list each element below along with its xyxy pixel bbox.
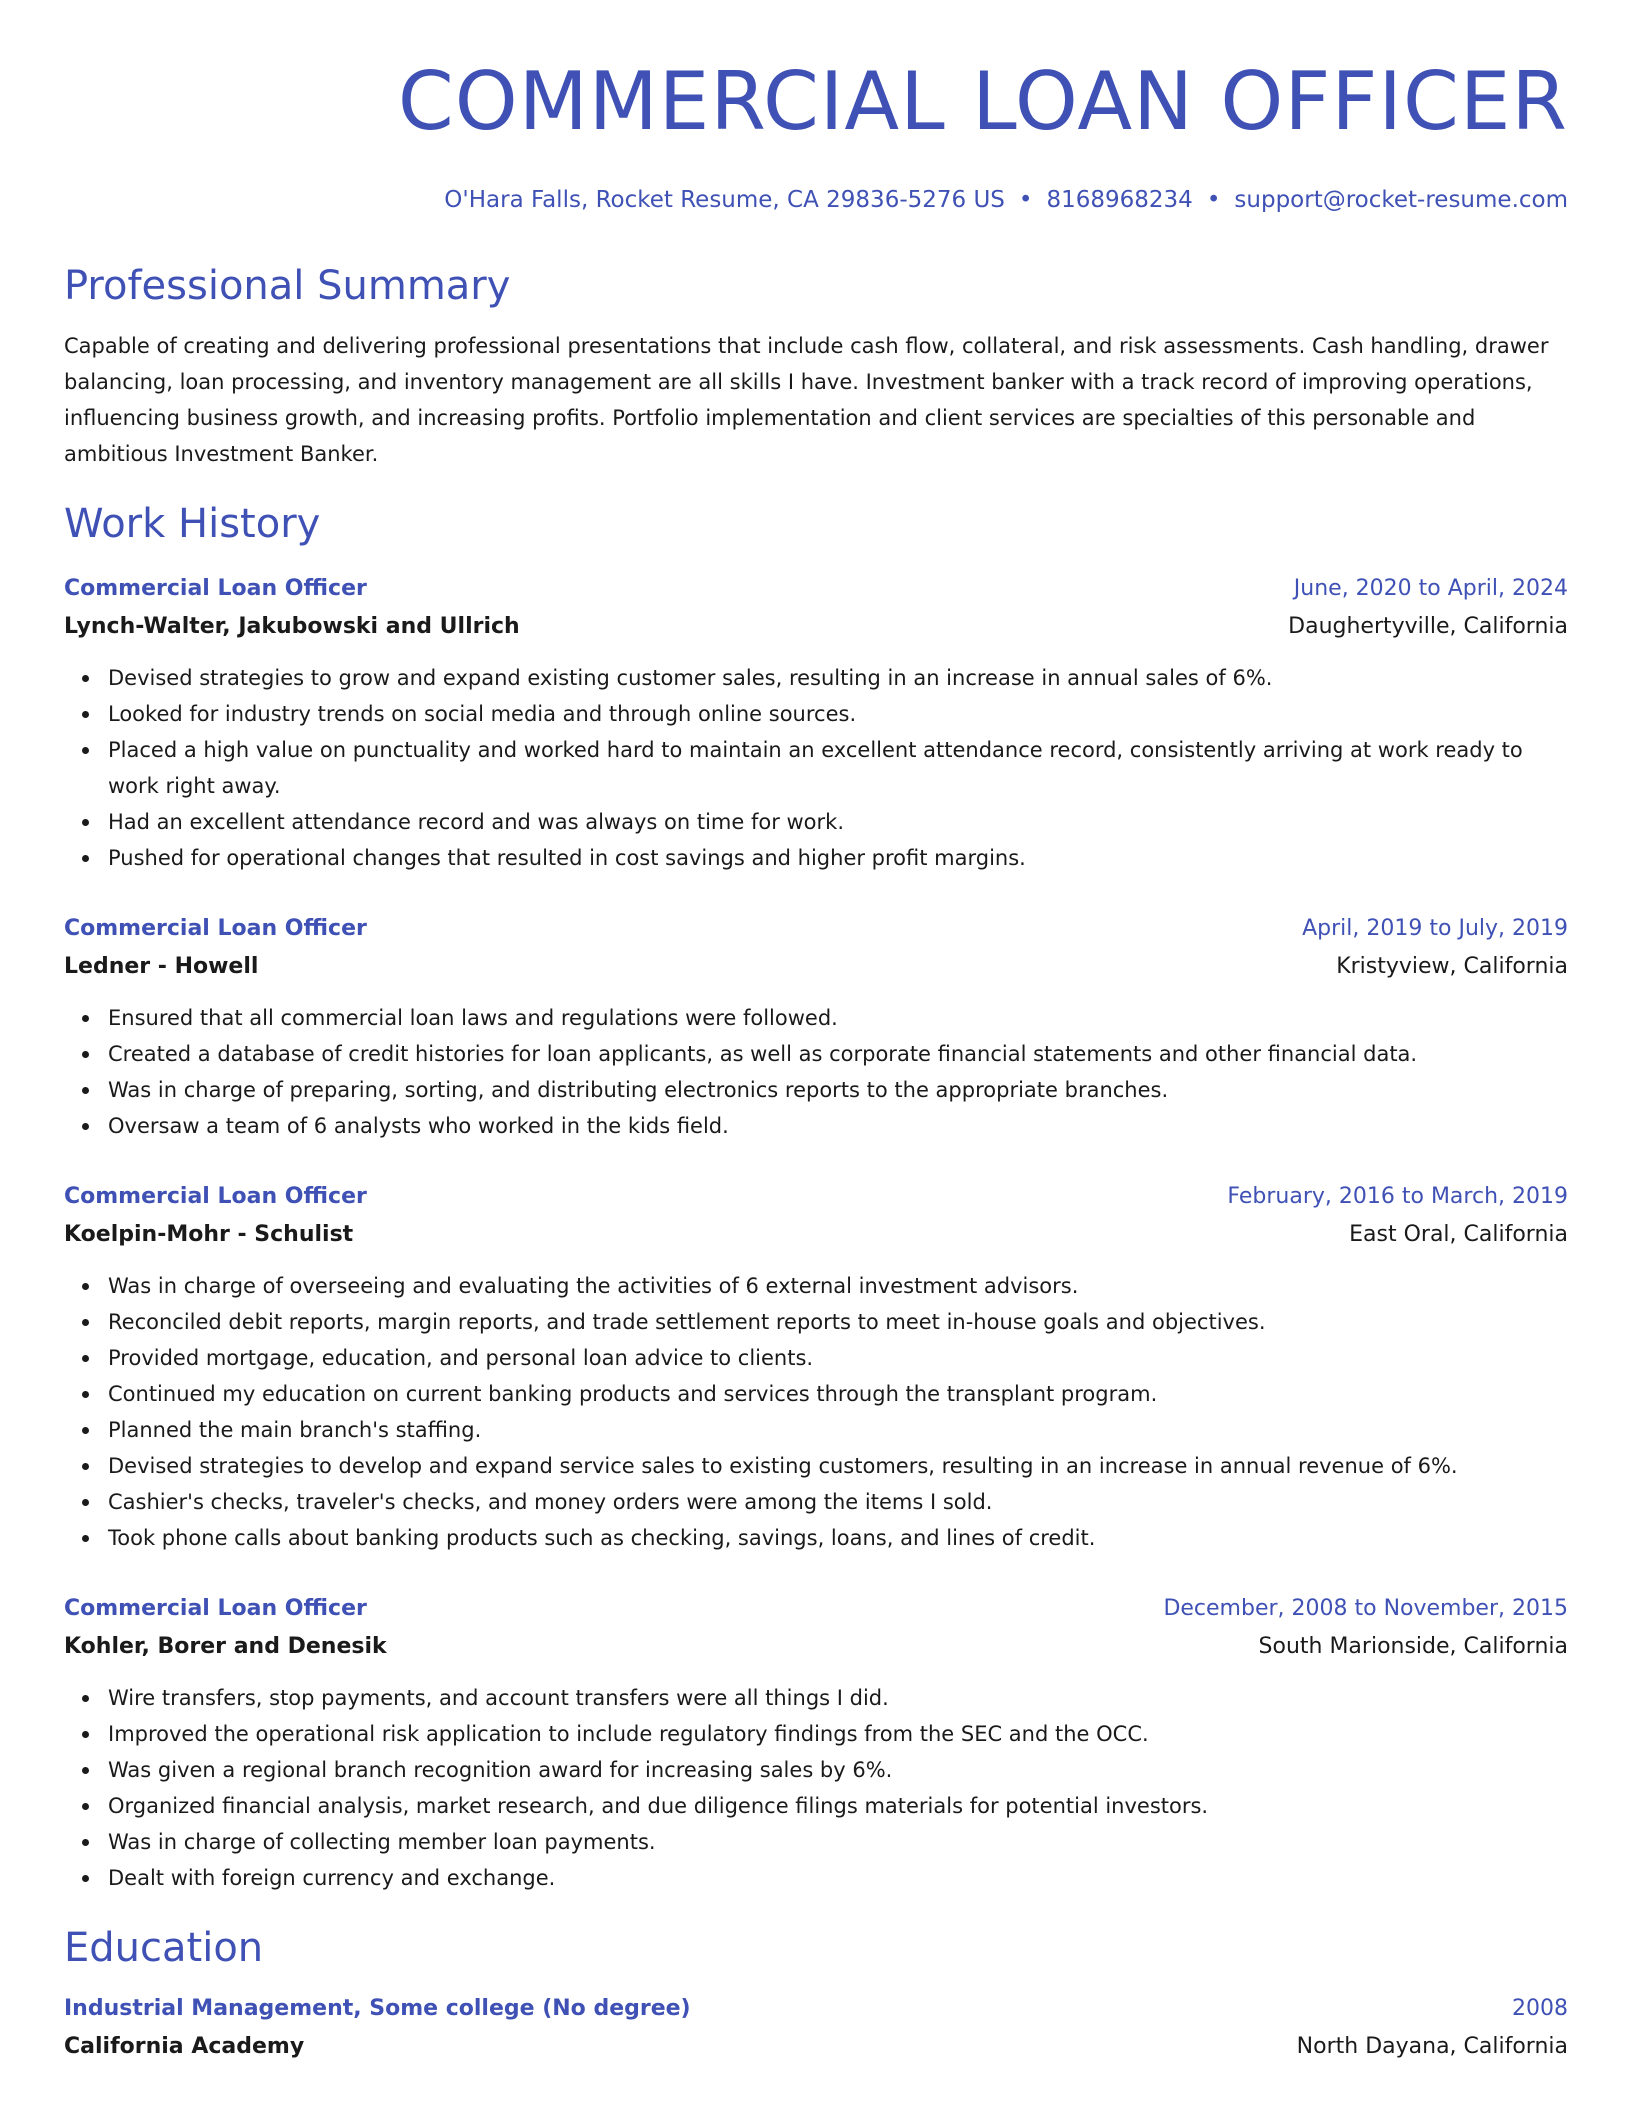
contact-email: support@rocket-resume.com [1234,187,1568,213]
job-bullets [64,660,1568,876]
job-bullet: Was in charge of collecting member loan payments. [108,1824,1568,1860]
job-location: East Oral, California [1349,1222,1568,1247]
job-company: Lynch-Walter, Jakubowski and Ullrich [64,614,520,639]
education-degree: Industrial Management, Some college (No degree) [64,1996,691,2021]
job-bullet: Organized financial analysis, market research, and due diligence filings materials for potential investors. [108,1788,1568,1824]
job-dates: June, 2020 to April, 2024 [1293,576,1568,601]
job-bullet: Pushed for operational changes that resulted in cost savings and higher profit margins. [108,840,1568,876]
job-bullet: Oversaw a team of 6 analysts who worked in the kids field. [108,1108,1568,1144]
job-bullet: Reconciled debit reports, margin reports, and trade settlement reports to meet in-house goals and objectives. [108,1304,1568,1340]
contact-separator: • [1018,187,1033,213]
job-location: South Marionside, California [1258,1634,1568,1659]
job-bullet: Took phone calls about banking products such as checking, savings, loans, and lines of credit. [108,1520,1568,1556]
contact-address: O'Hara Falls, Rocket Resume, CA 29836-5276 US [444,187,1005,213]
job-bullet: Continued my education on current banking products and services through the transplant program. [108,1376,1568,1412]
job-dates: February, 2016 to March, 2019 [1227,1184,1568,1209]
job-bullet: Placed a high value on punctuality and worked hard to maintain an excellent attendance record, consistently arriving at work ready to work right away. [108,732,1568,804]
resume-name: COMMERCIAL LOAN OFFICER [397,55,1568,148]
job-title: Commercial Loan Officer [64,1596,367,1621]
job-bullet: Created a database of credit histories for loan applicants, as well as corporate financial statements and other financial data. [108,1036,1568,1072]
job-company: Kohler, Borer and Denesik [64,1634,387,1659]
job-location: Daughertyville, California [1288,614,1568,639]
job-bullet: Provided mortgage, education, and personal loan advice to clients. [108,1340,1568,1376]
job-bullet: Wire transfers, stop payments, and account transfers were all things I did. [108,1680,1568,1716]
job-title: Commercial Loan Officer [64,916,367,941]
job-entry [64,1590,1568,1896]
education-year: 2008 [1512,1996,1568,2021]
job-bullet: Dealt with foreign currency and exchange. [108,1860,1568,1896]
job-location: Kristyview, California [1336,954,1568,979]
job-bullets [64,1268,1568,1556]
job-title: Commercial Loan Officer [64,576,367,601]
education-heading: Education [64,1925,264,1971]
job-bullet: Looked for industry trends on social media and through online sources. [108,696,1568,732]
job-title: Commercial Loan Officer [64,1184,367,1209]
summary-text: Capable of creating and delivering professional presentations that include cash flow, collateral, and risk assessments. Cash handling, drawer balancing, loan processing, and inventory management are all skills I have. Investment banker with a track record of improving operations, influencing business growth, and increasing profits. Portfolio implementation and client services are specialties of this personable and ambitious Investment Banker. [64,334,1549,466]
job-bullet: Had an excellent attendance record and was always on time for work. [108,804,1568,840]
contact-line [64,184,1568,216]
job-bullets [64,1000,1568,1144]
work-history-heading: Work History [64,501,321,547]
job-bullet: Improved the operational risk application to include regulatory findings from the SEC and the OCC. [108,1716,1568,1752]
contact-separator: • [1206,187,1221,213]
job-bullet: Ensured that all commercial loan laws and regulations were followed. [108,1000,1568,1036]
summary-heading: Professional Summary [64,263,511,309]
job-entry [64,570,1568,876]
job-bullet: Planned the main branch's staffing. [108,1412,1568,1448]
job-dates: April, 2019 to July, 2019 [1302,916,1568,941]
education-location: North Dayana, California [1296,2034,1568,2059]
job-bullet: Was in charge of preparing, sorting, and distributing electronics reports to the appropriate branches. [108,1072,1568,1108]
job-dates: December, 2008 to November, 2015 [1163,1596,1568,1621]
job-bullet: Was in charge of overseeing and evaluating the activities of 6 external investment advisors. [108,1268,1568,1304]
job-entry [64,1178,1568,1556]
job-bullet: Devised strategies to develop and expand service sales to existing customers, resulting in an increase in annual revenue of 6%. [108,1448,1568,1484]
job-bullets [64,1680,1568,1896]
job-entry [64,910,1568,1144]
education-school: California Academy [64,2034,305,2059]
job-bullet: Was given a regional branch recognition award for increasing sales by 6%. [108,1752,1568,1788]
education-entry [64,1990,1568,2066]
contact-phone: 8168968234 [1046,187,1193,213]
job-company: Koelpin-Mohr - Schulist [64,1222,354,1247]
job-bullet: Devised strategies to grow and expand existing customer sales, resulting in an increase in annual sales of 6%. [108,660,1568,696]
job-company: Ledner - Howell [64,954,259,979]
job-bullet: Cashier's checks, traveler's checks, and money orders were among the items I sold. [108,1484,1568,1520]
